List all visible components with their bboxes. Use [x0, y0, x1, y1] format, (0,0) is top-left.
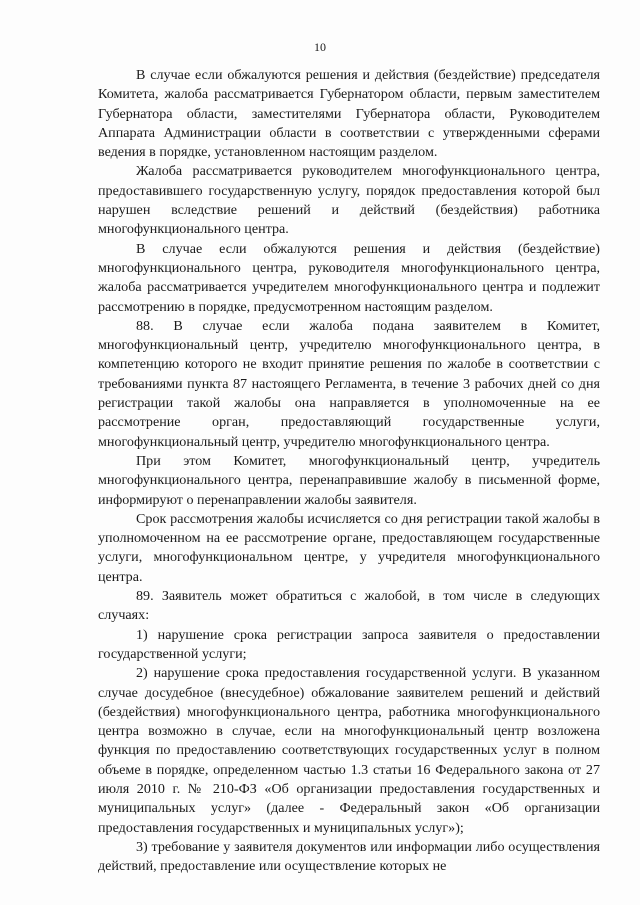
list-item-1: 1) нарушение срока регистрации запроса заявителя о предоставлении государственной услуги;	[98, 626, 600, 662]
paragraph-review-period: Срок рассмотрения жалобы исчисляется со дня регистрации такой жалобы в уполномоченном на ее рассмотрение органе, предоставляющем государственные услуги, многофункциональном центре, у учредителя многофункционального центра.	[98, 510, 600, 585]
paragraph-clause-89: 89. Заявитель может обратиться с жалобой, в том числе в следующих случаях:	[98, 588, 600, 624]
page-number: 10	[314, 40, 326, 54]
list-item-3: 3) требование у заявителя документов или информации либо осуществления действий, предоставление или осуществление которых не	[98, 838, 600, 875]
paragraph-clause-88: 88. В случае если жалоба подана заявителем в Комитет, многофункциональный центр, учредителю многофункционального центра, в компетенцию которого не входит принятие решения по жалобе в соответствии с требованиями пункта 87 настоящего Регламента, в течение 3 рабочих дней со дня регистрации такой жалобы она направляется в уполномоченные на ее рассмотрение орган, предоставляющий государственные услуги, многофункциональный центр, учредителю многофункционального центра.	[98, 317, 600, 450]
paragraph-complaint-mfc-head: Жалоба рассматривается руководителем многофункционального центра, предоставившего государственную услугу, порядок предоставления которой был нарушен вследствие решений и действий (бездействия) работника многофункционального центра.	[98, 163, 600, 238]
document-body	[98, 66, 600, 876]
paragraph-complaint-mfc-founder: В случае если обжалуются решения и действия (бездействие) многофункционального центра, руководителя многофункционального центра, жалоба рассматривается учредителем многофункционального центра и подлежит рассмотрению в порядке, предусмотренном настоящим разделом.	[98, 240, 600, 315]
list-item-2: 2) нарушение срока предоставления государственной услуги. В указанном случае досудебное (внесудебное) обжалование заявителем решений и действий (бездействия) многофункционального центра, работника многофункционального центра возможно в случае, если на многофункциональный центр возложена функция по предоставлению соответствующих государственных услуг в полном объеме в порядке, определенном частью 1.3 статьи 16 Федерального закона от 27 июля 2010 г. № 210-ФЗ «Об организации предоставления государственных и муниципальных услуг» (далее - Федеральный закон «Об организации предоставления государственных и муниципальных услуг»);	[98, 665, 600, 836]
paragraph-complaint-chairman: В случае если обжалуются решения и действия (бездействие) председателя Комитета, жалоба рассматривается Губернатором области, первым заместителем Губернатора области, заместителями Губернатора области, Руководителем Аппарата Администрации области в соответствии с утвержденными сферами ведения в порядке, установленном настоящим разделом.	[98, 67, 600, 161]
paragraph-redirect-notice: При этом Комитет, многофункциональный центр, учредитель многофункционального центра, перенаправившие жалобу в письменной форме, информируют о перенаправлении жалобы заявителя.	[98, 452, 600, 508]
